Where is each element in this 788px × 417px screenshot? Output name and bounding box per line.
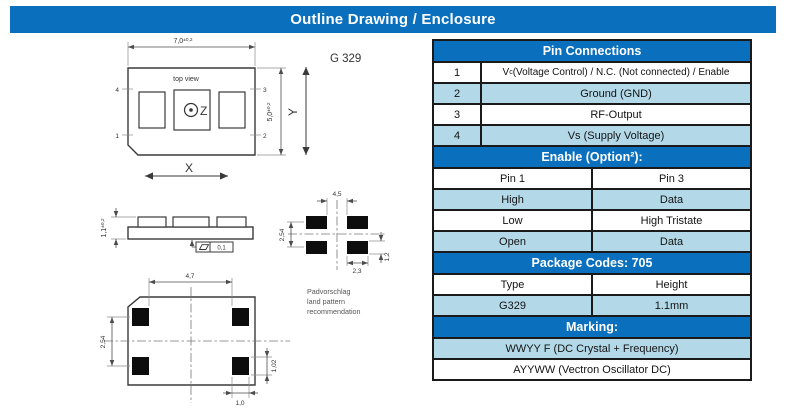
dim-width-tol: ±0,2 [183,37,193,43]
note-line-3: recommendation [307,307,361,316]
flatness-callout [192,240,233,252]
land-pattern [279,191,391,316]
dim-pad-height-label: 1,02 [271,359,278,373]
y-axis-label: Y [286,107,300,117]
bump-2-side-view [173,217,209,227]
enable-cell: Data [593,232,750,251]
land-pad [306,216,327,229]
enable-header: Enable (Option²): [434,147,750,167]
package-cell: Type [434,275,591,294]
pin-connections-header: Pin Connections [434,41,750,61]
land-pad [347,216,368,229]
enable-cell: Open [434,232,591,251]
side-view [100,208,253,252]
x-axis-label: X [184,161,194,175]
pin-desc-cell: RF-Output [482,105,750,124]
dim-land-pad-height-label: 1,2 [384,252,391,262]
dim-land-pad-width [347,256,368,275]
dim-width-value: 7,0 [173,38,184,45]
spec-table [432,39,752,381]
bottom-pad [232,357,249,375]
pin-number-cell: 1 [434,63,480,82]
pin1-desc-post: (Voltage Control) / N.C. (Not connected) / Enable [512,67,730,78]
top-view [115,37,361,176]
table-row [434,339,750,358]
bottom-pad [132,357,149,375]
dim-width-label [173,37,192,45]
table-row [434,169,750,188]
pin2-label: 2 [263,133,267,140]
table-row [434,190,750,209]
bottom-view [100,273,290,407]
dim-pad-width-label: 1,0 [235,400,245,407]
dim-land-pitch-v [279,222,304,247]
technical-drawing [0,35,432,417]
feature-control-frame [196,242,233,252]
table-row [434,211,750,230]
marking-header: Marking: [434,317,750,337]
table-row [434,105,750,124]
pin3-label: 3 [263,87,267,94]
dim-width [128,37,255,66]
pin-desc-cell: V c (Voltage Control) / N.C. (Not connected) / Enable [482,63,750,82]
body-side-view [128,227,253,239]
section-header [10,6,776,33]
marking-cell: WWYY F (DC Crystal + Frequency) [434,339,750,358]
dim-land-pad-width-label: 2,3 [352,268,362,275]
table-row [434,126,750,145]
pad-1-top-view [139,92,165,128]
enable-cell: High Tristate [593,211,750,230]
land-pad [306,241,327,254]
note-line-2: land pattern [307,297,345,306]
dim-thickness-label [100,218,108,237]
z-axis-dot [189,108,193,112]
land-pattern-note [307,287,361,316]
table-row [434,360,750,379]
dim-height [257,68,286,155]
pad-3-top-view [219,92,245,128]
pin-desc-cell: Ground (GND) [482,84,750,103]
dim-height-label [266,102,274,121]
enable-cell: Data [593,190,750,209]
flatness-value: 0,1 [217,245,226,252]
table-row [434,232,750,251]
pin-number-cell: 2 [434,84,480,103]
land-pad [347,241,368,254]
table-row [434,275,750,294]
note-line-1: Padvorschlag [307,287,351,296]
table-row [434,84,750,103]
dim-land-pad-height [369,232,391,263]
dim-thickness-tol: ±0,2 [100,218,106,228]
package-codes-header: Package Codes: 705 [434,253,750,273]
top-view-label: top view [173,76,199,83]
marking-cell: AYYWW (Vectron Oscillator DC) [434,360,750,379]
dim-height-tol: ±0,2 [266,102,272,112]
dim-span-h-label: 4,7 [185,273,195,280]
pin1-desc-pre: V [502,67,510,78]
enable-cell: Pin 1 [434,169,591,188]
y-axis-arrow [286,67,306,155]
z-axis-label: Z [200,104,208,118]
dim-thickness-value: 1,1 [101,227,108,238]
bottom-pad [232,308,249,326]
pin-number-cell: 3 [434,105,480,124]
package-cell: Height [593,275,750,294]
table-row [434,296,750,315]
dim-pitch-v [100,317,130,366]
dim-land-pitch-v-label: 2,54 [279,228,286,242]
enable-cell: High [434,190,591,209]
pin1-label: 1 [115,133,119,140]
pin4-label: 4 [115,87,119,94]
dim-pitch-v-label: 2,54 [100,335,107,349]
part-number-label: G 329 [330,53,362,65]
bump-3-side-view [217,217,246,227]
pin-desc-cell: Vs (Supply Voltage) [482,126,750,145]
section-title: Outline Drawing / Enclosure [290,11,496,28]
dim-pad-gap-label: 4,5 [332,191,342,198]
package-cell: G329 [434,296,591,315]
enable-cell: Low [434,211,591,230]
bump-1-side-view [138,217,166,227]
pin-number-cell: 4 [434,126,480,145]
dim-height-value: 5,0 [267,111,274,122]
bottom-pad [132,308,149,326]
table-row [434,63,750,82]
x-axis-arrow [145,161,228,176]
package-cell: 1.1mm [593,296,750,315]
enable-cell: Pin 3 [593,169,750,188]
